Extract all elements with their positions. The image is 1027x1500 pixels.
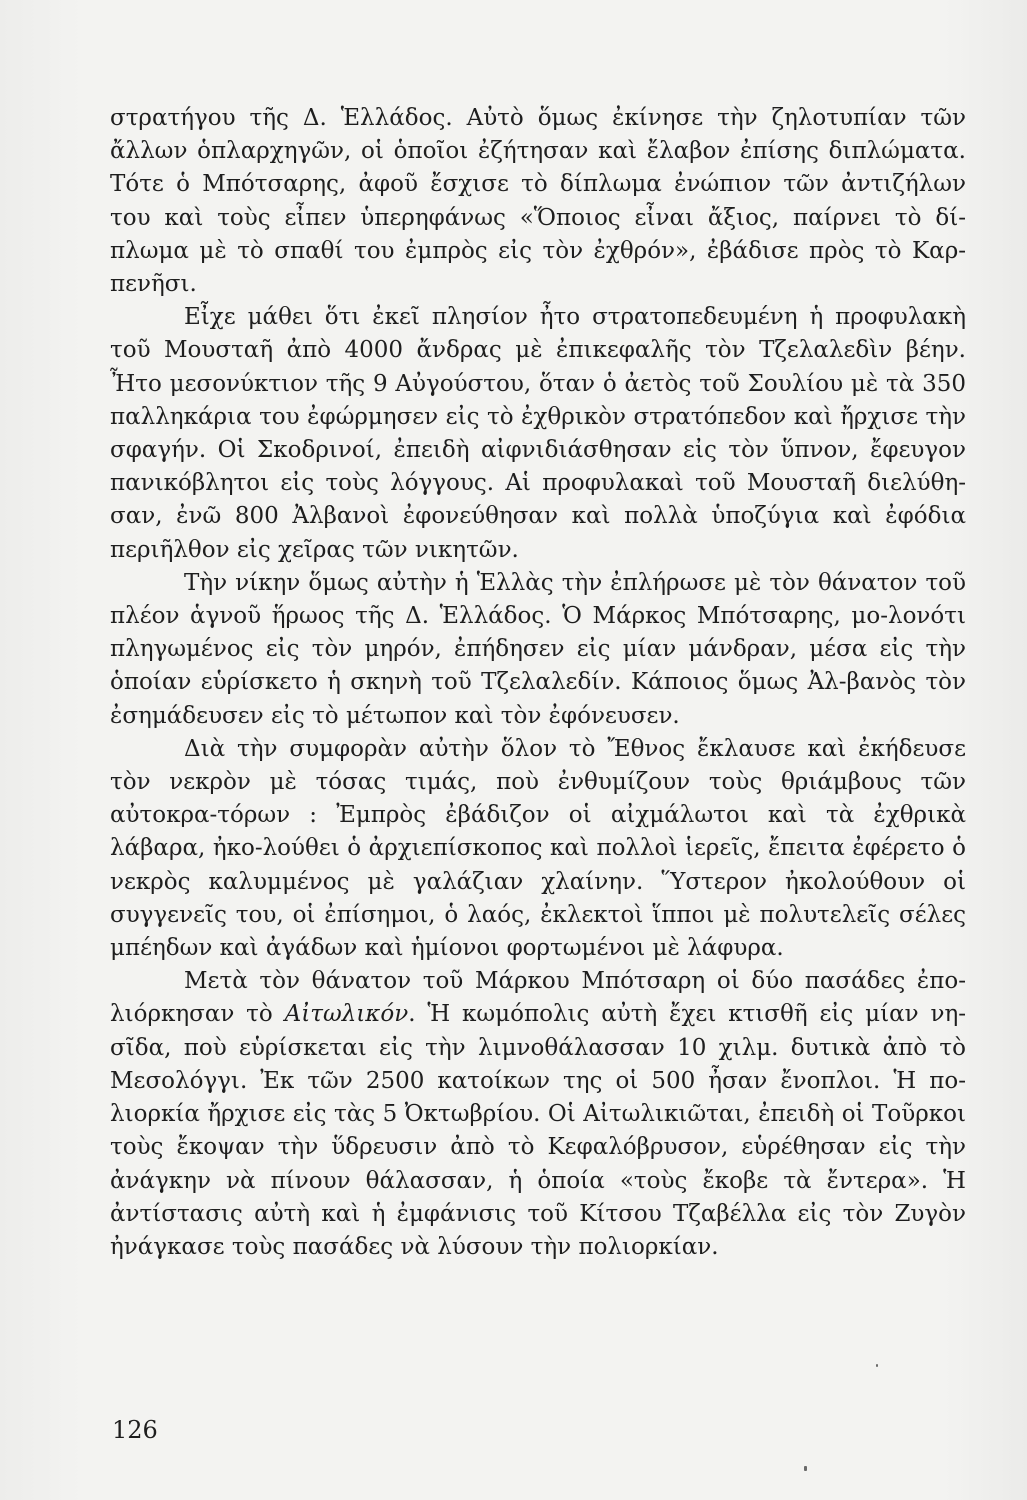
body-text — [110, 102, 966, 1264]
paragraph — [110, 733, 966, 965]
paragraph-text: Εἶχε μάθει ὅτι ἐκεῖ πλησίον ἦτο στρατοπεδευμένη ἡ προφυλακὴ τοῦ Μουσταῆ ἀπὸ 4000 ἄνδρας μὲ ἐπικεφαλῆς τὸν Τζελαλεδὶν βέην. Ἦτο μεσονύκτιον τῆς 9 Αὐγούστου, ὅταν ὁ ἀετὸς τοῦ Σουλίου μὲ τὰ 350 παλληκάρια του ἐφώρμησεν εἰς τὸ ἐχθρικὸν στρατόπεδον καὶ ἤρχισε τὴν σφαγήν. Οἱ Σκοδρινοί, ἐπειδὴ αἰφνιδιάσθησαν εἰς τὸν ὕπνον, ἔφευγον πανικόβλητοι εἰς τοὺς λόγγους. Αἱ προφυλακαὶ τοῦ Μουσταῆ διελύθη-σαν, ἐνῶ 800 Ἀλβανοὶ ἐφονεύθησαν καὶ πολλὰ ὑποζύγια καὶ ἐφόδια περιῆλθον εἰς χεῖρας τῶν νικητῶν. — [110, 304, 966, 563]
ink-speck — [876, 1364, 878, 1367]
paragraph-text: Τὴν νίκην ὅμως αὐτὴν ἡ Ἑλλὰς τὴν ἐπλήρωσε μὲ τὸν θάνατον τοῦ πλέον ἁγνοῦ ἥρωος τῆς Δ. Ἑλλάδος. Ὁ Μάρκος Μπότσαρης, μο-λονότι πληγωμένος εἰς τὸν μηρόν, ἐπήδησεν εἰς μίαν μάνδραν, μέσα εἰς τὴν ὁποίαν εὑρίσκετο ἡ σκηνὴ τοῦ Τζελαλεδίν. Κάποιος ὅμως Ἀλ-βανὸς τὸν ἐσημάδευσεν εἰς τὸ μέτωπον καὶ τὸν ἐφόνευσεν. — [110, 569, 966, 729]
place-name-italic: Αἰτωλικόν — [284, 1001, 409, 1028]
ink-speck — [804, 1466, 807, 1471]
paragraph-text: Διὰ τὴν συμφορὰν αὐτὴν ὅλον τὸ Ἔθνος ἔκλαυσε καὶ ἐκήδευσε τὸν νεκρὸν μὲ τόσας τιμάς, ποὺ ἐνθυμίζουν τοὺς θριάμβους τῶν αὐτοκρα-τόρων : Ἐμπρὸς ἐβάδιζον οἱ αἰχμάλωτοι καὶ τὰ ἐχθρικὰ λάβαρα, ἠκο-λούθει ὁ ἀρχιεπίσκοπος καὶ πολλοὶ ἱερεῖς, ἔπειτα ἐφέρετο ὁ νεκρὸς καλυμμένος μὲ γαλάζιαν χλαίνην. Ὕστερον ἠκολούθουν οἱ συγγενεῖς του, οἱ ἐπίσημοι, ὁ λαός, ἐκλεκτοὶ ἵπποι μὲ πολυτελεῖς σέλες μπέηδων καὶ ἀγάδων καὶ ἡμίονοι φορτωμένοι μὲ λάφυρα. — [110, 735, 966, 962]
paragraph — [110, 965, 966, 1264]
page-number: 126 — [112, 1416, 158, 1444]
paragraph — [110, 102, 966, 301]
paragraph-text: Μετὰ τὸν θάνατον τοῦ Μάρκου Μπότσαρη οἱ δύο πασάδες ἐπο-λιόρκησαν τὸ — [110, 968, 966, 1028]
paragraph — [110, 567, 966, 733]
paragraph-text: . Ἡ κωμόπολις αὐτὴ ἔχει κτισθῆ εἰς μίαν νη-σῖδα, ποὺ εὑρίσκεται εἰς τὴν λιμνοθάλασσαν 10 χιλμ. δυτικὰ ἀπὸ τὸ Μεσολόγγι. Ἐκ τῶν 2500 κατοίκων της οἱ 500 ἦσαν ἔνοπλοι. Ἡ πο-λιορκία ἤρχισε εἰς τὰς 5 Ὀκτωβρίου. Οἱ Αἰτωλικιῶται, ἐπειδὴ οἱ Τοῦρκοι τοὺς ἔκοψαν τὴν ὕδρευσιν ἀπὸ τὸ Κεφαλόβρυσον, εὑρέθησαν εἰς τὴν ἀνάγκην νὰ πίνουν θάλασσαν, ἡ ὁποία «τοὺς ἔκοβε τὰ ἔντερα». Ἡ ἀντίστασις αὐτὴ καὶ ἡ ἐμφάνισις τοῦ Κίτσου Τζαβέλλα εἰς τὸν Ζυγὸν ἠνάγκασε τοὺς πασάδες νὰ λύσουν τὴν πολιορκίαν. — [110, 1001, 966, 1260]
paragraph — [110, 301, 966, 567]
paragraph-text: στρατήγου τῆς Δ. Ἑλλάδος. Αὐτὸ ὅμως ἐκίνησε τὴν ζηλοτυπίαν τῶν ἄλλων ὁπλαρχηγῶν, οἱ ὁποῖοι ἐζήτησαν καὶ ἔλαβον ἐπίσης διπλώματα. Τότε ὁ Μπότσαρης, ἀφοῦ ἔσχισε τὸ δίπλωμα ἐνώπιον τῶν ἀντιζήλων του καὶ τοὺς εἶπεν ὑπερηφάνως «Ὅποιος εἶναι ἄξιος, παίρνει τὸ δί-πλωμα μὲ τὸ σπαθί του ἐμπρὸς εἰς τὸν ἐχθρόν», ἐβάδισε πρὸς τὸ Καρ-πενῆσι. — [110, 105, 966, 298]
